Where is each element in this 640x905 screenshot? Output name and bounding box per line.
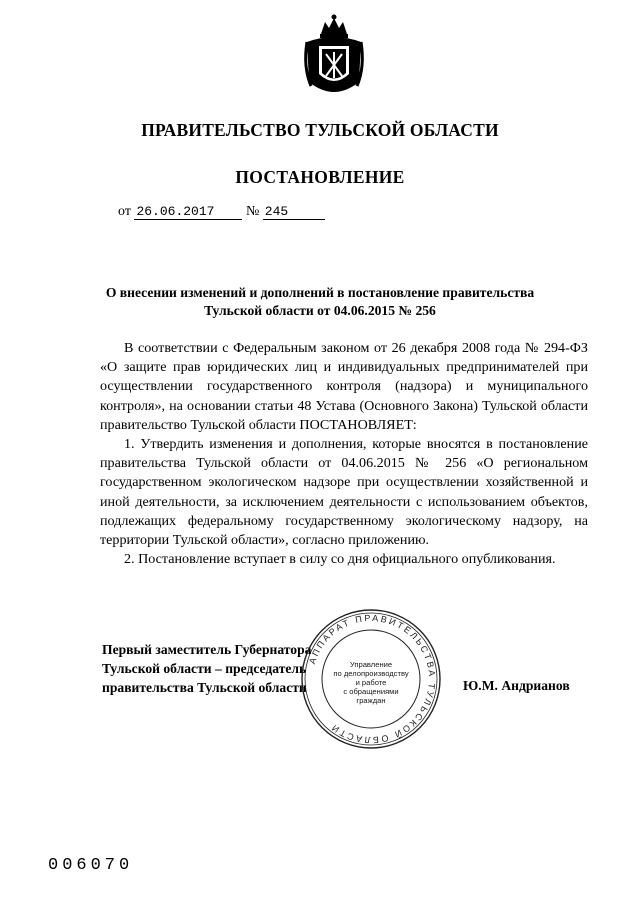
- signatory-line-2: Тульской области – председатель: [102, 661, 307, 676]
- signatory-position: [102, 640, 311, 697]
- stamp-line-5: граждан: [356, 696, 386, 705]
- stamp-line-1: Управление: [349, 660, 393, 669]
- subject-line-1: О внесении изменений и дополнений в постановление правительства: [105, 285, 535, 300]
- item-1-paragraph: 1. Утвердить изменения и дополнения, которые вносятся в постановление правительства Тульской области от 04.06.2015 № 256 «О региональном государственном экологическом надзоре при осуществлении хозяйственной и иной деятельности, за исключением деятельности с использованием объектов, подлежащих федеральному государственному экологическому надзору, на территории Тульской области», согласно приложению.: [100, 436, 588, 549]
- stamp-line-2: по делопроизводству: [333, 669, 409, 678]
- preamble-paragraph: В соответствии с Федеральным законом от 26 декабря 2008 года № 294-ФЗ «О защите прав юридических лиц и индивидуальных предпринимателей при осуществлении государственного контроля (надзора) и муниципального контроля», на основании статьи 48 Устава (Основного Закона) Тульской области правительство Тульской области ПОСТАНОВЛЯЕТ:: [100, 340, 588, 433]
- decree-number: 245: [263, 204, 325, 220]
- document-serial-number: 006070: [48, 856, 134, 875]
- decree-date: 26.06.2017: [134, 204, 242, 220]
- signatory-line-1: Первый заместитель Губернатора: [102, 642, 312, 657]
- date-number-line: [118, 204, 325, 220]
- document-type-title: ПОСТАНОВЛЕНИЕ: [235, 167, 405, 187]
- decree-body: [100, 339, 588, 569]
- date-prefix: от: [118, 204, 131, 219]
- stamp-line-4: с обращениями: [343, 687, 399, 696]
- item-2-paragraph: 2. Постановление вступает в силу со дня официального опубликования.: [124, 551, 556, 568]
- coat-of-arms-emblem: [299, 12, 369, 100]
- stamp-center-text: [320, 660, 422, 705]
- decree-subject: [60, 284, 580, 320]
- number-prefix: №: [245, 204, 260, 219]
- stamp-ring-text: АППАРАТ ПРАВИТЕЛЬСТВА ТУЛЬСКОЙ ОБЛАСТИ: [307, 612, 438, 746]
- government-title: ПРАВИТЕЛЬСТВО ТУЛЬСКОЙ ОБЛАСТИ: [141, 120, 499, 140]
- signatory-line-3: правительства Тульской области: [102, 680, 307, 695]
- stamp-line-3: и работе: [355, 678, 387, 687]
- signer-name: Ю.М. Андрианов: [463, 678, 570, 693]
- subject-line-2: Тульской области от 04.06.2015 № 256: [204, 303, 436, 318]
